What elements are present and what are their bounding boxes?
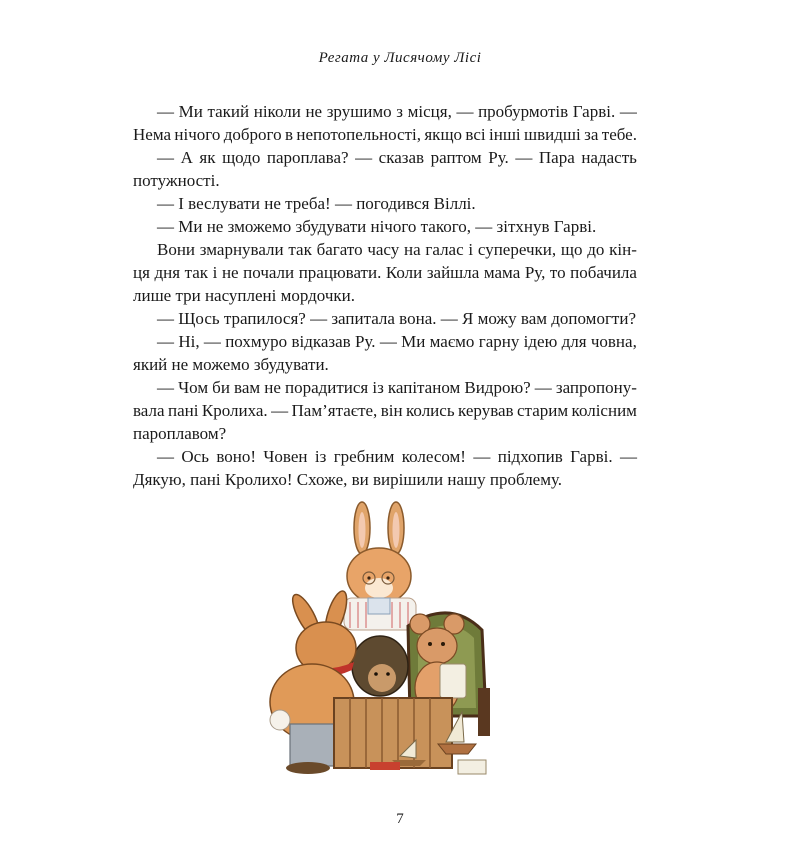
text-line: лише три насуплені мордочки. [133,286,356,305]
text-line: пароплавом? [133,424,227,443]
text-line: — А як щодо пароплава? — сказав раптом Ру. — Пара надасть [157,148,637,167]
rabbits-hedgehog-mouse-illustration [250,498,500,788]
text-line: який не можемо збудувати. [133,355,329,374]
hedgehog [352,636,408,696]
body-text [133,100,637,491]
text-line: Нема нічого доброго в непотопельності, якщо всі інші швидші за тебе. [133,125,637,144]
text-line: — Щось трапилося? — запитала вона. — Я можу вам допомогти? [157,309,636,328]
text-line: — Ми не зможемо збудувати нічого такого, — зітхнув Гарві. [157,217,597,236]
mother-rabbit [344,502,416,630]
text-line: Дякую, пані Кролихо! Схоже, ви вирішили нашу проблему. [133,470,563,489]
text-line: — Ми такий ніколи не зрушимо з місця, — пробурмотів Гарві. — [157,102,637,121]
text-line: — І веслувати не треба! — погодився Віллі. [157,194,476,213]
wooden-crate [334,698,452,768]
text-line: — Ось воно! Човен із гребним колесом! — підхопив Гарві. — [157,447,637,466]
running-title: Регата у Лисячому Лісі [318,50,482,66]
text-line: — Чом би вам не порадитися із капітаном Видрою? — запропону- [157,378,637,397]
text-line: Вони змарнували так багато часу на галас і суперечки, що до кін- [157,240,637,259]
text-line: вала пані Кролиха. — Пам’ятаєте, він колись керував старим колісним [133,401,637,420]
page-number: 7 [396,811,404,827]
text-line: — Ні, — похмуро відказав Ру. — Ми маємо гарну ідею для човна, [157,332,637,351]
text-line: потужності. [133,171,220,190]
text-line: ця дня так і не почали працювати. Коли зайшла мама Ру, то побачила [133,263,637,282]
